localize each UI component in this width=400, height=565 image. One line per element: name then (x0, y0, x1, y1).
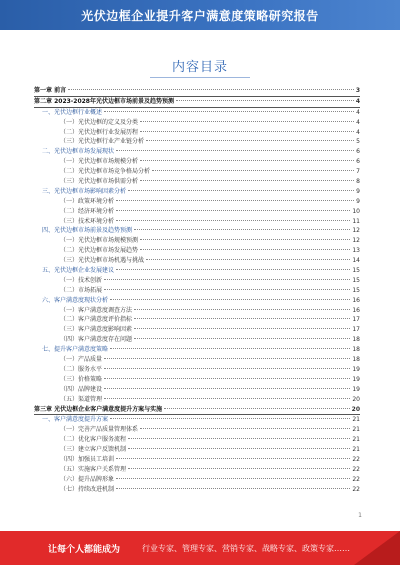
toc-entry-title: （一）技术创新 (60, 276, 103, 284)
toc-entry-title: 五、光伏边框企业发展建议 (42, 267, 115, 275)
toc-entry[interactable] (34, 86, 360, 97)
toc-entry-title: （一）光伏边框市场规模分析 (60, 158, 139, 166)
toc-entry-title: 二、光伏边框市场发展现状 (42, 148, 115, 156)
toc-leader-dots (134, 338, 350, 339)
toc-entry-page: 20 (352, 395, 360, 403)
toc-leader-dots (140, 160, 354, 161)
toc-entry[interactable] (34, 325, 360, 335)
toc-leader-dots (140, 428, 350, 429)
toc-entry-title: （二）服务水平 (60, 365, 103, 373)
toc-entry-page: 4 (355, 97, 360, 105)
toc-leader-dots (134, 318, 350, 319)
toc-entry-title: （二）市场拓展 (60, 286, 103, 294)
toc-entry-page: 17 (352, 316, 360, 324)
toc-entry[interactable] (34, 365, 360, 375)
page-footer (0, 531, 400, 565)
toc-leader-dots (104, 111, 354, 112)
toc-leader-dots (116, 269, 350, 270)
toc-entry-title: （一）客户满意度调查方法 (60, 306, 133, 314)
toc-entry-title: （二）光伏边框市场发展趋势 (60, 247, 139, 255)
toc-entry[interactable] (34, 286, 360, 296)
toc-entry-page: 18 (352, 336, 360, 344)
toc-entry-page: 19 (352, 375, 360, 383)
toc-leader-dots (146, 259, 350, 260)
toc-entry-title: （七）持续改进机制 (60, 485, 115, 493)
toc-entry-page: 12 (352, 227, 360, 235)
toc-entry-page: 11 (352, 217, 360, 225)
toc-entry[interactable] (34, 475, 360, 485)
toc-entry[interactable] (34, 187, 360, 197)
toc-entry[interactable] (34, 236, 360, 246)
toc-leader-dots (110, 418, 350, 419)
toc-entry-title: （三）光伏边框行业产业链分析 (60, 138, 145, 146)
toc-entry-title: （三）价格策略 (60, 375, 103, 383)
toc-entry-title: （一）产品质量 (60, 356, 103, 364)
toc-leader-dots (128, 468, 350, 469)
toc-leader-dots (104, 398, 350, 399)
toc-leader-dots (128, 448, 350, 449)
toc-entry[interactable] (34, 335, 360, 345)
toc-leader-dots (176, 100, 354, 101)
toc-entry[interactable] (34, 425, 360, 435)
toc-entry[interactable] (34, 266, 360, 276)
toc-entry-title: 四、光伏边框市场前景及趋势预测 (42, 227, 133, 235)
toc-entry[interactable] (34, 226, 360, 236)
toc-entry-title: 第二章 2023-2028年光伏边框市场前景及趋势预测 (34, 97, 174, 105)
toc-entry-page: 18 (352, 356, 360, 364)
toc-entry-title: （四）客户满意度存在问题 (60, 336, 133, 344)
toc-entry-page: 6 (356, 158, 360, 166)
footer-slogan: 让每个人都能成为 (48, 544, 121, 555)
toc-entry-page: 22 (352, 465, 360, 473)
toc-entry[interactable] (34, 485, 360, 495)
toc-entry-title: （二）优化客户服务流程 (60, 436, 127, 444)
toc-leader-dots (104, 388, 350, 389)
toc-entry[interactable] (34, 157, 360, 167)
toc-entry-title: （四）加强员工培训 (60, 455, 115, 463)
toc-entry[interactable] (34, 137, 360, 147)
toc-leader-dots (140, 121, 354, 122)
toc-entry-title: （一）政策环境分析 (60, 197, 115, 205)
toc-leader-dots (164, 408, 350, 409)
toc-leader-dots (128, 438, 350, 439)
toc-entry-title: （六）提升品牌形象 (60, 475, 115, 483)
toc-leader-dots (116, 200, 354, 201)
toc-entry[interactable] (34, 395, 360, 405)
toc-entry[interactable] (34, 355, 360, 365)
toc-entry-page: 8 (356, 178, 360, 186)
toc-leader-dots (110, 299, 350, 300)
toc-entry-title: （三）光伏边框市场机遇与挑战 (60, 257, 145, 265)
toc-entry[interactable] (34, 445, 360, 455)
toc-title-divider (150, 77, 250, 78)
toc-entry[interactable] (34, 465, 360, 475)
toc-entry-page: 15 (352, 286, 360, 294)
toc-entry[interactable] (34, 296, 360, 306)
page-header (0, 0, 400, 30)
toc-entry-title: （一）完善产品质量管理体系 (60, 426, 139, 434)
toc-entry-page: 6 (356, 148, 360, 156)
toc-entry-title: 七、提升客户满意度策略 (42, 346, 109, 354)
toc-entry[interactable] (34, 385, 360, 395)
toc-entry-page: 9 (356, 197, 360, 205)
toc-entry-page: 22 (352, 485, 360, 493)
toc-entry[interactable] (34, 455, 360, 465)
table-of-contents (34, 86, 360, 495)
toc-entry-title: （四）品牌建设 (60, 385, 103, 393)
toc-leader-dots (140, 239, 350, 240)
toc-entry-title: （三）客户满意度影响因素 (60, 326, 133, 334)
toc-entry-title: 六、客户满意度现状分析 (42, 296, 109, 304)
page-number: 1 (358, 512, 362, 519)
toc-entry[interactable] (34, 197, 360, 207)
toc-entry-page: 3 (355, 87, 360, 94)
toc-entry[interactable] (34, 97, 360, 108)
toc-entry[interactable] (34, 147, 360, 157)
toc-leader-dots (134, 229, 350, 230)
toc-leader-dots (104, 358, 350, 359)
footer-tagline: 行业专家、管理专家、营销专家、战略专家、政策专家…… (142, 543, 351, 553)
toc-leader-dots (104, 289, 350, 290)
toc-entry-page: 21 (352, 426, 360, 434)
toc-title: 内容目录 (171, 60, 228, 75)
toc-entry-title: 第一章 前言 (34, 87, 67, 94)
toc-entry-page: 19 (352, 385, 360, 393)
toc-entry-title: （二）客户满意度评价指标 (60, 316, 133, 324)
toc-entry[interactable] (34, 177, 360, 187)
toc-entry[interactable] (34, 405, 360, 416)
toc-entry[interactable] (34, 435, 360, 445)
toc-entry[interactable] (34, 217, 360, 227)
header-title: 光伏边框企业提升客户满意度策略研究报告 (81, 8, 319, 23)
toc-entry[interactable] (34, 128, 360, 138)
toc-entry-page: 14 (352, 257, 360, 265)
toc-entry-page: 4 (356, 118, 360, 126)
toc-entry[interactable] (34, 306, 360, 316)
toc-leader-dots (128, 190, 354, 191)
toc-leader-dots (110, 348, 350, 349)
toc-entry-page: 10 (352, 207, 360, 215)
toc-leader-dots (152, 170, 354, 171)
toc-entry-page: 21 (352, 416, 360, 424)
toc-entry-page: 7 (356, 168, 360, 176)
toc-entry-title: （二）光伏边框行业发展历程 (60, 128, 139, 136)
toc-entry-title: （二）光伏边框市场竞争格局分析 (60, 168, 151, 176)
toc-entry-page: 4 (356, 128, 360, 136)
toc-entry-page: 15 (352, 276, 360, 284)
toc-entry-page: 16 (352, 296, 360, 304)
toc-entry[interactable] (34, 108, 360, 118)
toc-leader-dots (140, 131, 354, 132)
toc-entry-page: 13 (352, 247, 360, 255)
toc-entry[interactable] (34, 118, 360, 128)
toc-entry-title: （三）建立客户反馈机制 (60, 446, 127, 454)
toc-leader-dots (134, 328, 350, 329)
toc-entry-page: 18 (352, 346, 360, 354)
toc-entry-title: 一、光伏边框行业概述 (42, 108, 103, 116)
toc-entry[interactable] (34, 315, 360, 325)
toc-entry-title: 一、客户满意度提升方案 (42, 416, 109, 424)
toc-leader-dots (104, 368, 350, 369)
toc-entry-page: 20 (351, 405, 360, 413)
toc-entry-page: 22 (352, 455, 360, 463)
toc-entry-page: 21 (352, 436, 360, 444)
toc-entry-page: 22 (352, 475, 360, 483)
toc-leader-dots (116, 210, 350, 211)
toc-leader-dots (116, 478, 350, 479)
toc-leader-dots (140, 180, 354, 181)
toc-entry-page: 12 (352, 237, 360, 245)
toc-entry-title: （五）渠道管理 (60, 395, 103, 403)
toc-entry[interactable] (34, 246, 360, 256)
toc-entry-page: 17 (352, 326, 360, 334)
toc-entry-title: （三）光伏边框市场供需分析 (60, 178, 139, 186)
toc-entry-title: （五）实施客户关系管理 (60, 465, 127, 473)
toc-entry[interactable] (34, 256, 360, 266)
toc-leader-dots (116, 150, 354, 151)
toc-entry-page: 19 (352, 365, 360, 373)
toc-leader-dots (140, 249, 350, 250)
toc-entry-title: 三、光伏边框市场影响因素分析 (42, 187, 127, 195)
toc-entry[interactable] (34, 207, 360, 217)
toc-entry-page: 16 (352, 306, 360, 314)
toc-leader-dots (116, 220, 350, 221)
toc-leader-dots (68, 89, 354, 90)
toc-entry-title: （二）经济环境分析 (60, 207, 115, 215)
toc-entry-page: 4 (356, 108, 360, 116)
toc-entry[interactable] (34, 345, 360, 355)
toc-leader-dots (104, 279, 350, 280)
toc-entry[interactable] (34, 276, 360, 286)
toc-entry-title: 第三章 光伏边框企业客户满意度提升方案与实施 (34, 405, 163, 413)
toc-leader-dots (104, 378, 350, 379)
toc-entry-title: （三）技术环境分析 (60, 217, 115, 225)
toc-leader-dots (146, 140, 354, 141)
toc-leader-dots (134, 309, 350, 310)
toc-entry-title: （一）光伏边框的定义及分类 (60, 118, 139, 126)
toc-entry[interactable] (34, 167, 360, 177)
toc-entry-page: 5 (356, 138, 360, 146)
toc-entry-title: （一）光伏边框市场规模预测 (60, 237, 139, 245)
toc-entry[interactable] (34, 415, 360, 425)
toc-entry-page: 15 (352, 267, 360, 275)
toc-entry-page: 9 (356, 187, 360, 195)
footer-corner-decoration (354, 531, 400, 565)
toc-entry[interactable] (34, 375, 360, 385)
toc-leader-dots (116, 458, 350, 459)
toc-leader-dots (116, 488, 350, 489)
toc-entry-page: 21 (352, 446, 360, 454)
